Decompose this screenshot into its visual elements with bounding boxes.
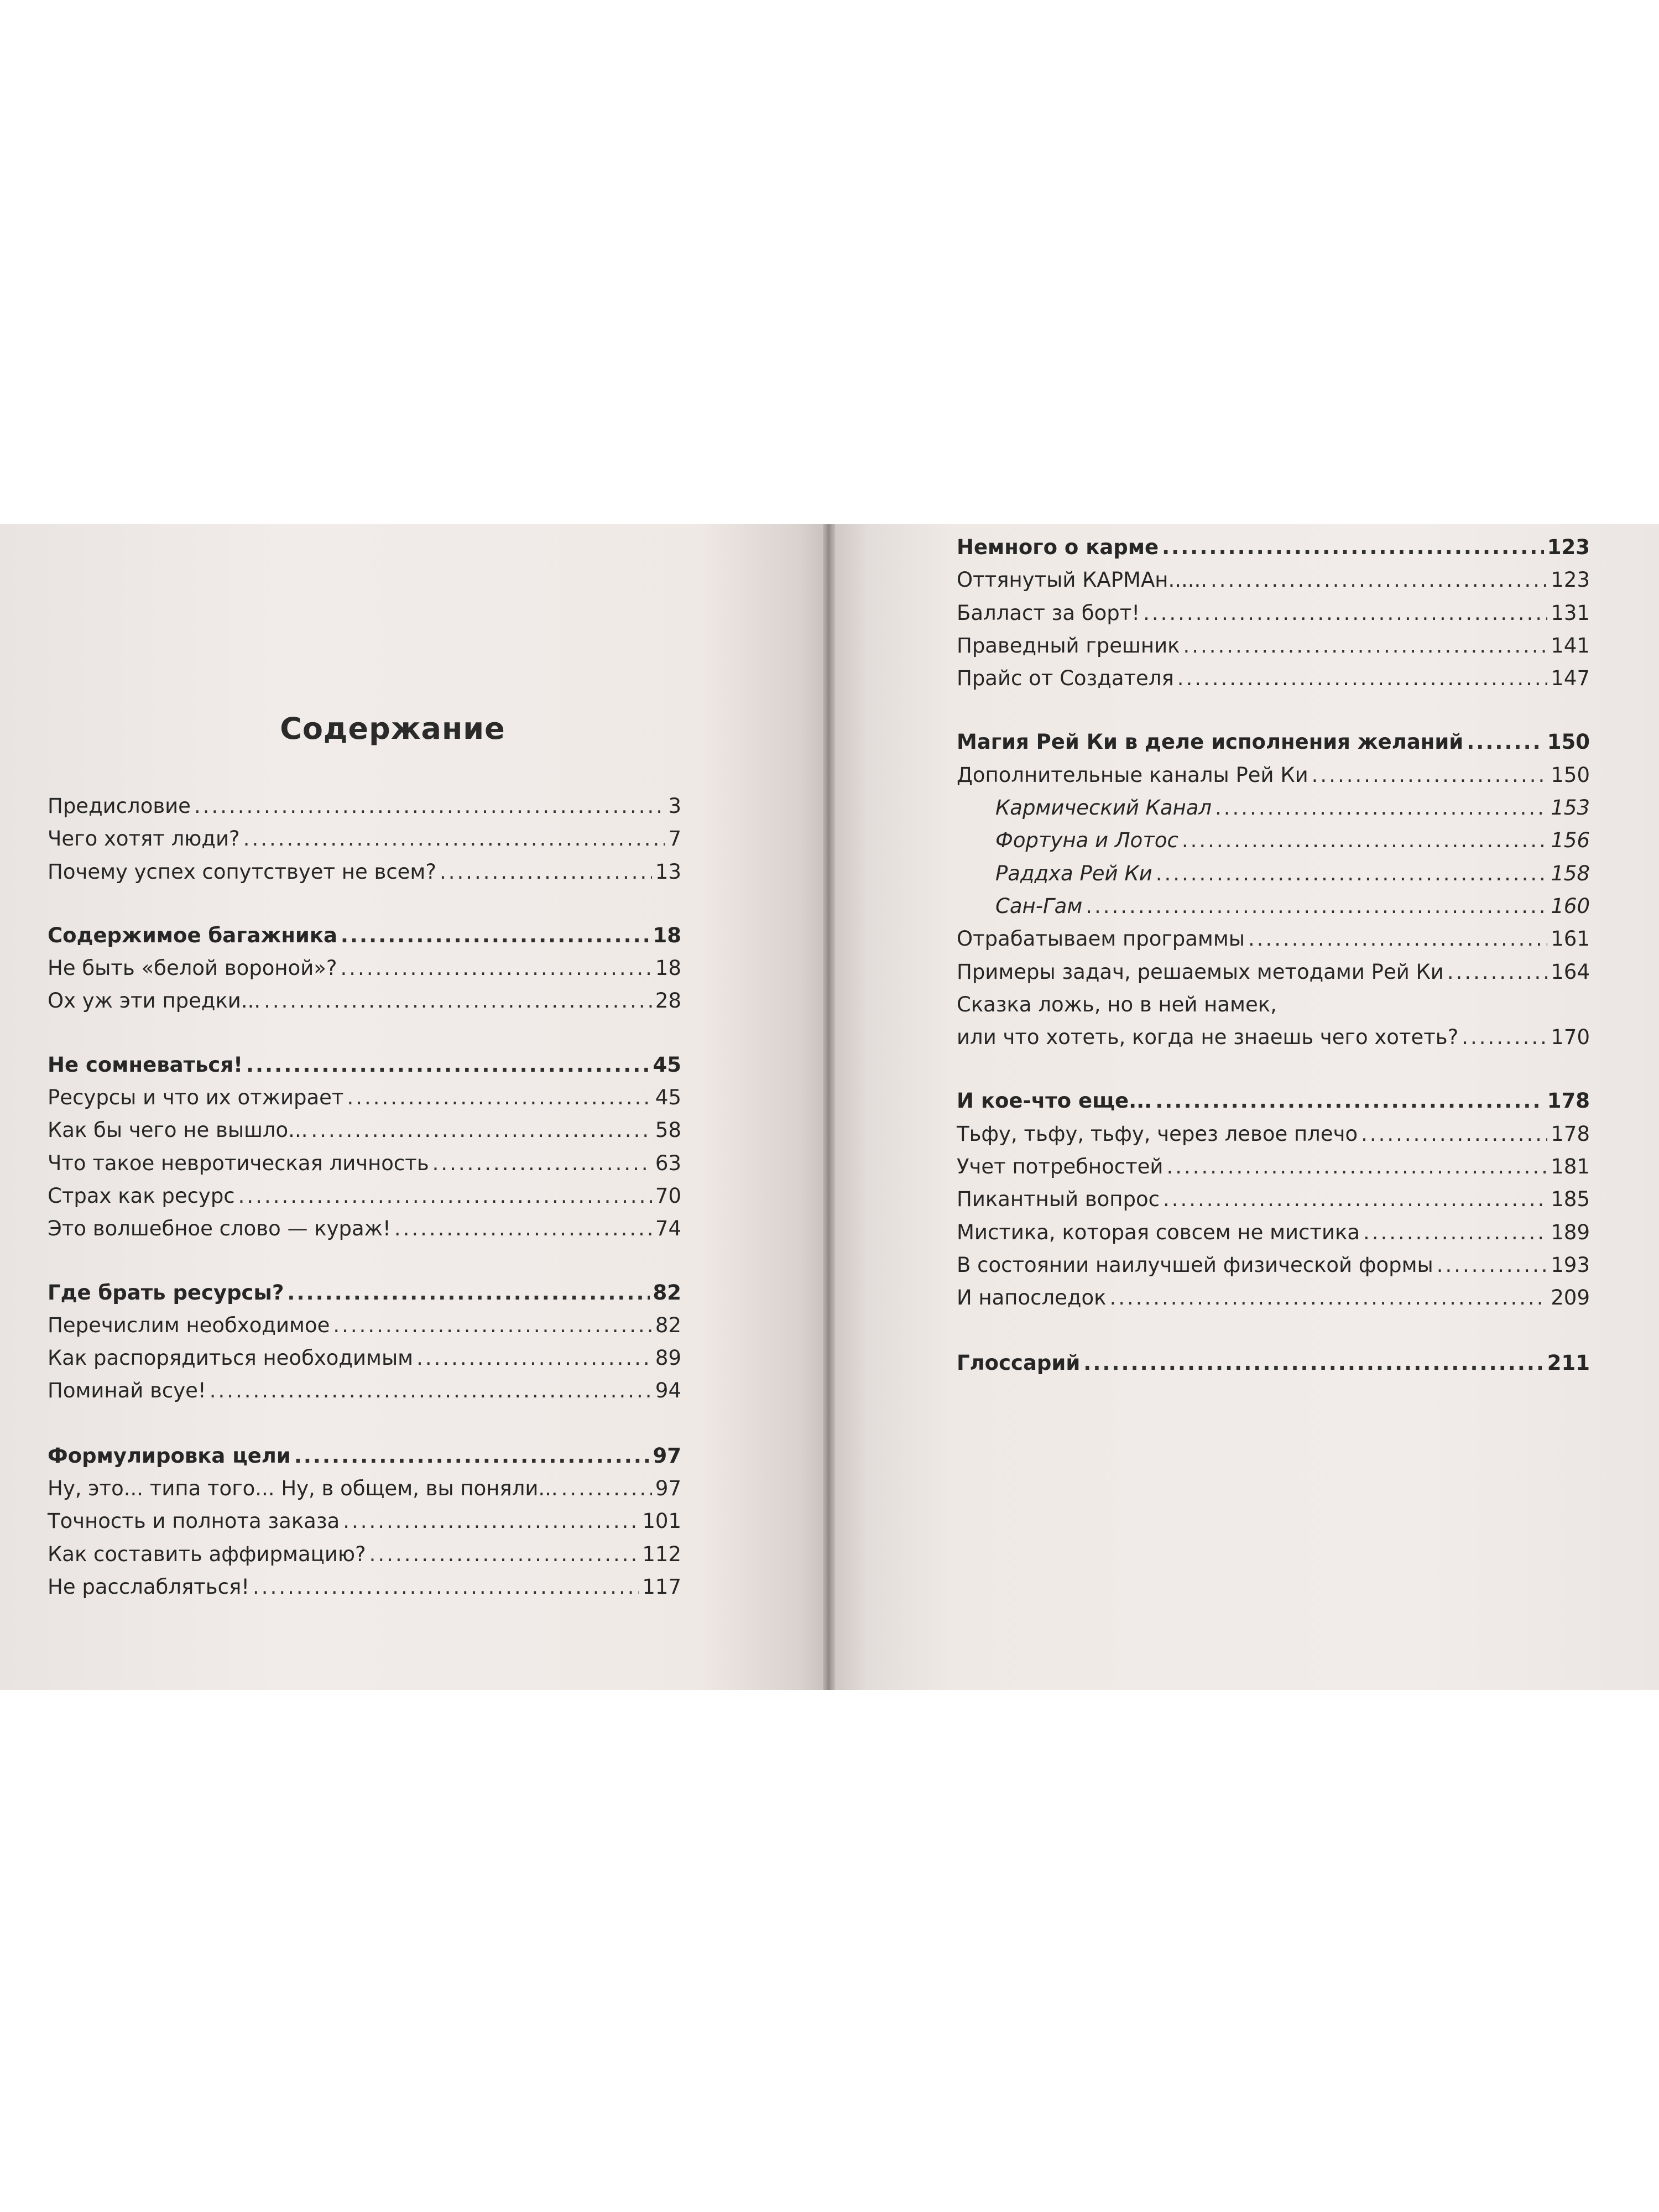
toc-entry: [957, 1249, 1590, 1281]
dot-leader: [1215, 791, 1547, 824]
toc-entry: [957, 629, 1590, 662]
toc-right-column: [957, 531, 1590, 1379]
dot-leader: [440, 855, 652, 888]
toc-entry: [957, 759, 1590, 791]
toc-entry: [957, 1183, 1590, 1215]
entry-title: Примеры задач, решаемых методами Рей Ки: [957, 959, 1444, 984]
entry-page: 170: [1551, 1025, 1590, 1050]
book-gutter: [823, 524, 836, 1690]
entry-title: Отрабатываем программы: [957, 927, 1245, 951]
entry-title: Перечислим необходимое: [48, 1313, 330, 1337]
toc-section-heading: [48, 1276, 681, 1309]
entry-page: 28: [655, 989, 681, 1013]
dot-leader: [1183, 629, 1547, 662]
entry-page: 101: [642, 1509, 681, 1533]
dot-leader: [1155, 1084, 1544, 1117]
toc-entry: [48, 1309, 681, 1342]
left-page: [0, 524, 824, 1690]
entry-page: 97: [653, 1443, 681, 1468]
toc-section-heading: [957, 531, 1590, 564]
toc-entry: [957, 662, 1590, 695]
toc-entry: [48, 952, 681, 984]
dot-leader: [347, 1081, 652, 1114]
entry-page: 45: [653, 1052, 681, 1077]
toc-section-heading: [957, 726, 1590, 758]
entry-title: Тьфу, тьфу, тьфу, через левое плечо: [957, 1121, 1358, 1146]
dot-leader: [1156, 857, 1548, 890]
entry-page: 158: [1551, 861, 1590, 885]
entry-page: 58: [655, 1118, 681, 1142]
toc-entry: [48, 1147, 681, 1180]
toc-entry: [48, 855, 681, 888]
entry-title: И напоследок: [957, 1286, 1107, 1310]
toc-section-heading: [48, 1048, 681, 1081]
toc-entry: [48, 984, 681, 1017]
toc-subentry: [957, 857, 1590, 890]
entry-title: Как составить аффирмацию?: [48, 1542, 366, 1566]
toc-subentry: [957, 791, 1590, 824]
entry-page: 18: [655, 956, 681, 980]
dot-leader: [369, 1538, 639, 1571]
toc-entry: [48, 1114, 681, 1146]
entry-page: 185: [1551, 1187, 1590, 1212]
entry-title: Не сомневаться!: [48, 1052, 243, 1077]
dot-leader: [264, 984, 652, 1017]
entry-title: Где брать ресурсы?: [48, 1280, 284, 1305]
entry-title: Как распорядиться необходимым: [48, 1346, 414, 1370]
entry-title: И кое-что еще...: [957, 1089, 1152, 1113]
entry-title: Прайс от Создателя: [957, 666, 1174, 691]
entry-page: 147: [1551, 666, 1590, 691]
dot-leader: [246, 1048, 650, 1081]
dot-leader: [1109, 1281, 1547, 1314]
entry-title: Не быть «белой вороной»?: [48, 956, 337, 980]
entry-title: Как бы чего не вышло...: [48, 1118, 308, 1142]
toc-entry: [957, 597, 1590, 629]
toc-entry: [48, 1472, 681, 1505]
entry-page: 161: [1551, 927, 1590, 951]
dot-leader: [1248, 922, 1547, 955]
entry-page: 211: [1547, 1350, 1590, 1375]
entry-title: Немного о карме: [957, 535, 1159, 559]
dot-leader: [1083, 1347, 1544, 1379]
right-page: [835, 524, 1659, 1690]
entry-page: 178: [1551, 1121, 1590, 1146]
toc-entry: [957, 564, 1590, 596]
dot-leader: [287, 1276, 649, 1309]
entry-title: Мистика, которая совсем не мистика: [957, 1220, 1360, 1244]
entry-title: Предисловие: [48, 794, 191, 818]
entry-page: 150: [1547, 730, 1590, 754]
entry-page: 117: [642, 1574, 681, 1599]
entry-page: 89: [655, 1346, 681, 1370]
entry-page: 156: [1551, 828, 1590, 853]
dot-leader: [432, 1147, 652, 1180]
dot-leader: [1211, 564, 1547, 596]
entry-page: 193: [1551, 1253, 1590, 1277]
toc-subentry: [957, 824, 1590, 857]
dot-leader: [1447, 956, 1548, 988]
toc-entry: [957, 988, 1590, 1021]
entry-title: Глоссарий: [957, 1350, 1081, 1375]
dot-leader: [238, 1180, 652, 1212]
entry-title: Страх как ресурс: [48, 1183, 235, 1208]
dot-leader: [1467, 726, 1544, 758]
toc-entry: [48, 1212, 681, 1245]
toc-entry: [48, 1342, 681, 1374]
entry-page: 63: [655, 1151, 681, 1175]
dot-leader: [311, 1114, 651, 1146]
entry-page: 131: [1551, 601, 1590, 625]
toc-entry: [48, 1081, 681, 1114]
toc-entry: [48, 1180, 681, 1212]
entry-page: 94: [655, 1379, 681, 1403]
entry-title: Поминай всуе!: [48, 1379, 206, 1403]
toc-entry: [957, 1150, 1590, 1183]
entry-title: Ну, это... типа того... Ну, в общем, вы поняли...: [48, 1477, 558, 1501]
entry-title: Ох уж эти предки...: [48, 989, 261, 1013]
entry-title: Формулировка цели: [48, 1443, 291, 1468]
entry-page: 178: [1547, 1089, 1590, 1113]
toc-entry: [48, 822, 681, 855]
toc-entry: [957, 1281, 1590, 1314]
entry-title: Сказка ложь, но в ней намек,: [957, 992, 1277, 1016]
dot-leader: [1312, 759, 1548, 791]
entry-page: 141: [1551, 633, 1590, 658]
dot-leader: [1437, 1249, 1548, 1281]
entry-page: 189: [1551, 1220, 1590, 1244]
entry-page: 164: [1551, 959, 1590, 984]
dot-leader: [1163, 1183, 1547, 1215]
book-spread: [0, 524, 1659, 1690]
toc-entry: [957, 1118, 1590, 1150]
dot-leader: [343, 1505, 639, 1537]
entry-page: 13: [655, 859, 681, 884]
entry-title: Это волшебное слово — кураж!: [48, 1217, 391, 1241]
dot-leader: [333, 1309, 652, 1342]
entry-title: Праведный грешник: [957, 633, 1180, 658]
entry-page: 112: [642, 1542, 681, 1566]
dot-leader: [561, 1472, 652, 1505]
toc-entry: [48, 1538, 681, 1571]
toc-entry: [957, 1216, 1590, 1249]
toc-section-heading: [48, 1439, 681, 1472]
toc-entry: [48, 790, 681, 822]
toc-section-heading: [48, 919, 681, 952]
entry-page: 123: [1551, 568, 1590, 592]
entry-title: Пикантный вопрос: [957, 1187, 1160, 1212]
dot-leader: [394, 1212, 652, 1245]
dot-leader: [1086, 890, 1547, 922]
entry-page: 160: [1551, 894, 1590, 918]
entry-title: Ресурсы и что их отжирает: [48, 1086, 344, 1110]
entry-title: Балласт за борт!: [957, 601, 1140, 625]
entry-page: 3: [668, 794, 681, 818]
entry-title: Магия Рей Ки в деле исполнения желаний: [957, 730, 1464, 754]
dot-leader: [341, 952, 652, 984]
toc-entry: [48, 1374, 681, 1407]
entry-page: 150: [1551, 763, 1590, 787]
entry-page: 45: [655, 1086, 681, 1110]
entry-title: Учет потребностей: [957, 1155, 1164, 1179]
dot-leader: [341, 919, 650, 952]
entry-title: В состоянии наилучшей физической формы: [957, 1253, 1433, 1277]
dot-leader: [1143, 597, 1547, 629]
toc-title: Содержание: [280, 711, 505, 746]
toc-entry: [957, 1021, 1590, 1053]
dot-leader: [294, 1439, 650, 1472]
dot-leader: [253, 1571, 639, 1603]
dot-leader: [416, 1342, 652, 1374]
toc-section-heading: [957, 1084, 1590, 1117]
toc-entry: [48, 1571, 681, 1603]
dot-leader: [1363, 1216, 1547, 1249]
dot-leader: [1177, 662, 1548, 695]
entry-title: Кармический Канал: [995, 796, 1212, 820]
entry-page: 97: [655, 1477, 681, 1501]
entry-page: 74: [655, 1217, 681, 1241]
toc-section-heading: [957, 1347, 1590, 1379]
entry-page: 123: [1547, 535, 1590, 559]
entry-title: Содержимое багажника: [48, 923, 337, 947]
dot-leader: [1462, 1021, 1547, 1053]
entry-page: 18: [653, 923, 681, 947]
entry-page: 209: [1551, 1286, 1590, 1310]
entry-title: Почему успех сопутствует не всем?: [48, 859, 436, 884]
entry-title: Не расслабляться!: [48, 1574, 250, 1599]
entry-title: Раддха Рей Ки: [995, 861, 1152, 885]
entry-title: Что такое невротическая личность: [48, 1151, 429, 1175]
entry-page: 153: [1551, 796, 1590, 820]
dot-leader: [1166, 1150, 1547, 1183]
toc-entry: [957, 956, 1590, 988]
entry-title: Сан-Гам: [995, 894, 1083, 918]
dot-leader: [1162, 531, 1544, 564]
entry-title: Точность и полнота заказа: [48, 1509, 340, 1533]
entry-page: 82: [653, 1280, 681, 1305]
entry-page: 181: [1551, 1155, 1590, 1179]
entry-page: 7: [668, 827, 681, 851]
entry-title: Дополнительные каналы Рей Ки: [957, 763, 1308, 787]
entry-title: Фортуна и Лотос: [995, 828, 1178, 853]
dot-leader: [194, 790, 665, 822]
dot-leader: [210, 1374, 652, 1407]
dot-leader: [1361, 1118, 1547, 1150]
toc-entry: [48, 1505, 681, 1537]
entry-page: 82: [655, 1313, 681, 1337]
toc-entry: [957, 922, 1590, 955]
dot-leader: [1182, 824, 1548, 857]
entry-title: Чего хотят люди?: [48, 827, 240, 851]
entry-page: 70: [655, 1183, 681, 1208]
entry-title: или что хотеть, когда не знаешь чего хотеть?: [957, 1025, 1459, 1050]
toc-subentry: [957, 890, 1590, 922]
entry-title: Оттянутый КАРМАн......: [957, 568, 1208, 592]
dot-leader: [243, 822, 665, 855]
toc-left-column: [48, 790, 681, 1603]
